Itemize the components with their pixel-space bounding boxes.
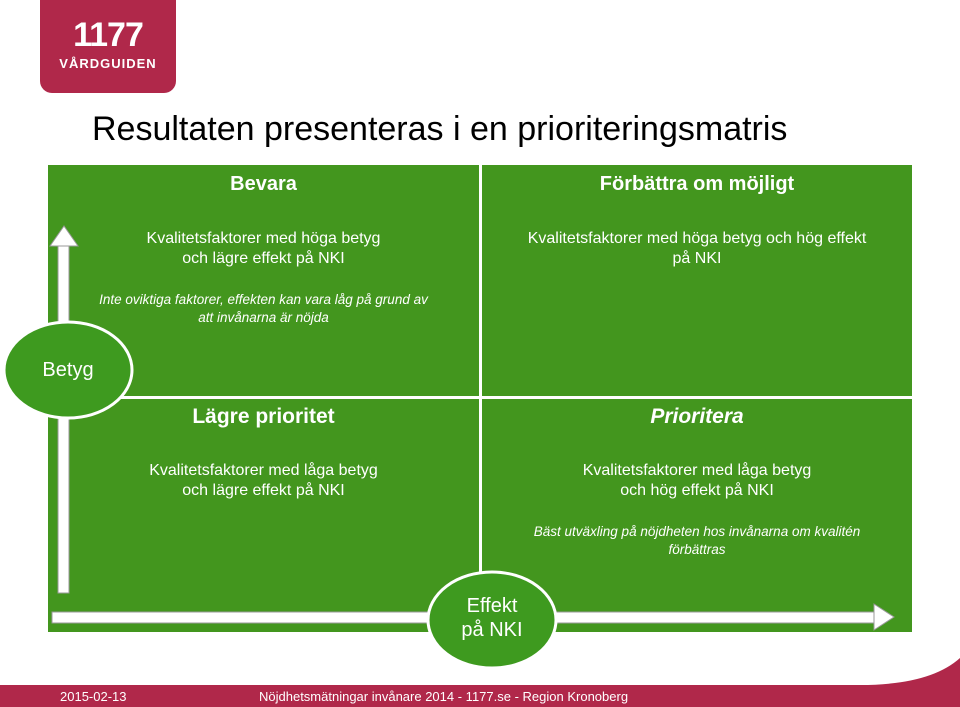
quadrant-lagre-prioritet-body-line: Kvalitetsfaktorer med låga betyg xyxy=(149,462,378,479)
footer-date: 2015-02-13 xyxy=(60,689,127,704)
quadrant-bevara-note-line: Inte oviktiga faktorer, effekten kan vara låg på grund av xyxy=(99,292,428,307)
quadrant-lagre-prioritet-body-line: och lägre effekt på NKI xyxy=(182,482,345,499)
quadrant-prioritera-note-line: Bäst utväxling på nöjdheten hos invånarna om kvalitén xyxy=(533,524,861,539)
quadrant-bevara-body-line: och lägre effekt på NKI xyxy=(182,250,345,267)
quadrant-prioritera-body-line: Kvalitetsfaktorer med låga betyg xyxy=(582,462,812,479)
quadrant-prioritera-body-line: och hög effekt på NKI xyxy=(620,482,774,499)
quadrant-bevara-note-line: att invånarna är nöjda xyxy=(198,310,329,325)
x-axis-label-line: på NKI xyxy=(461,619,523,641)
y-axis-label: Betyg xyxy=(42,359,94,381)
quadrant-bevara-title: Bevara xyxy=(230,173,297,195)
slide-title: Resultaten presenteras i en prioriteringsmatris xyxy=(92,110,788,148)
x-axis-label-line: Effekt xyxy=(466,595,518,617)
quadrant-bevara-body-line: Kvalitetsfaktorer med höga betyg xyxy=(146,230,381,247)
logo-number: 1177 xyxy=(73,16,143,54)
footer-text: Nöjdhetsmätningar invånare 2014 - 1177.se - Region Kronoberg xyxy=(259,689,629,704)
quadrant-prioritera-title: Prioritera xyxy=(650,405,744,428)
logo-name: VÅRDGUIDEN xyxy=(59,56,157,71)
footer-curve xyxy=(0,630,960,690)
quadrant-forbattra-body-line: Kvalitetsfaktorer med höga betyg och hög effekt xyxy=(527,230,867,247)
quadrant-prioritera-note-line: förbättras xyxy=(668,542,726,557)
quadrant-lagre-prioritet-title: Lägre prioritet xyxy=(192,405,335,428)
quadrant-forbattra-title: Förbättra om möjligt xyxy=(599,173,795,195)
quadrant-forbattra-body-line: på NKI xyxy=(672,250,722,267)
